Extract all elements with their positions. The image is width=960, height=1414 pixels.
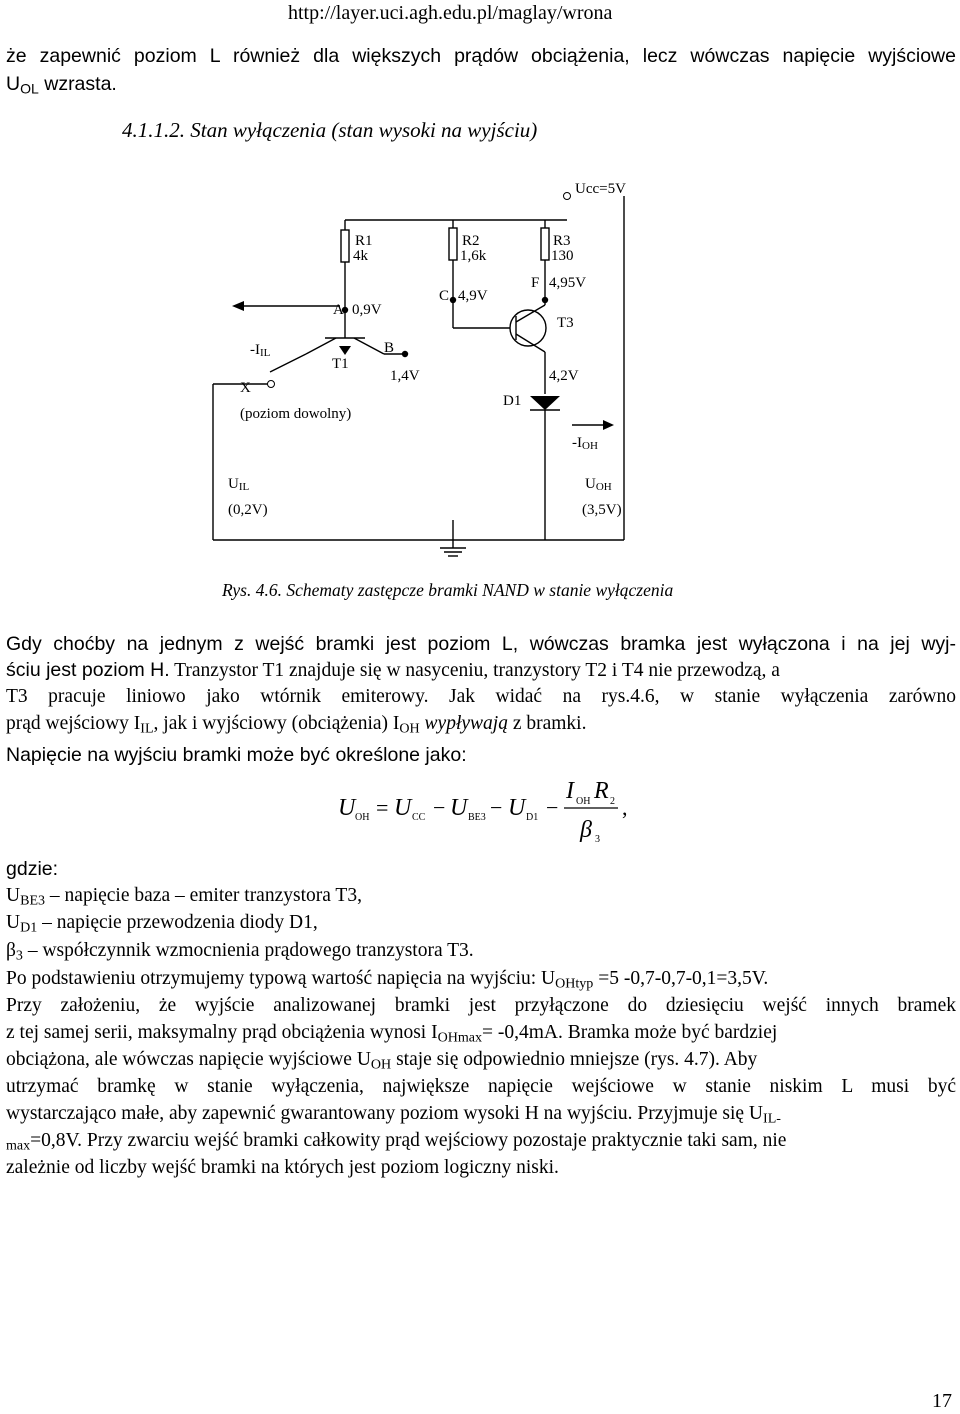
- label-r1-value: 4k: [353, 248, 368, 264]
- svg-text:OH: OH: [355, 812, 370, 823]
- where-beta3: $\beta_3$ – współczynnik wzmocnienia prądowego tranzystora T3.: [6, 940, 474, 964]
- svg-text:β: β: [580, 817, 592, 843]
- para3-line-1: Po podstawieniu otrzymujemy typową wartość napięcia na wyjściu: $U_{OHtyp} =5$ -0,7-0,7-0,1=3,5V.: [6, 968, 769, 992]
- para3-line-8: zależnie od liczby wejść bramki na których jest poziom logiczny niski.: [6, 1157, 559, 1178]
- label-node-c: C: [439, 288, 450, 304]
- label-x: X: [240, 380, 251, 396]
- para1-line-2: ściu jest poziom H. Tranzystor T1 znajduje się w nasyceniu, tranzystory T2 i T4 nie przewodzą, a: [6, 659, 780, 681]
- svg-text:I: I: [566, 778, 574, 804]
- svg-text:2: 2: [610, 796, 615, 807]
- intro-line-1: że zapewnić poziom L również dla większych prądów obciążenia, lecz wówczas napięcie wyjściowe: [6, 45, 956, 67]
- svg-text:U: U: [450, 795, 468, 821]
- where-ud1: $U_{D1}$ – napięcie przewodzenia diody D1,: [6, 912, 318, 936]
- section-heading: 4.1.1.2. Stan wyłączenia (stan wysoki na wyjściu): [122, 118, 538, 142]
- svg-text:−: −: [546, 795, 559, 820]
- para2-line-1: Napięcie na wyjściu bramki może być określone jako:: [6, 744, 467, 766]
- header-url: http://layer.uci.agh.edu.pl/maglay/wrona: [288, 2, 613, 24]
- label-uoh: UOH: [585, 476, 612, 493]
- svg-text:3: 3: [595, 834, 600, 845]
- where-label: gdzie:: [6, 858, 59, 880]
- label-voltage-f: 4,95V: [549, 275, 587, 291]
- svg-text:U: U: [338, 795, 356, 821]
- svg-text:−: −: [433, 795, 446, 820]
- label-uoh-value: (3,5V): [582, 502, 622, 518]
- label-r2: R2: [462, 233, 480, 249]
- intro-line-2: $U_{OL}$ wzrasta.: [6, 73, 117, 97]
- label-r2-value: 1,6k: [460, 248, 487, 264]
- label-t1: T1: [332, 356, 349, 372]
- svg-text:U: U: [508, 795, 526, 821]
- para1-line-1: Gdy choćby na jednym z wejść bramki jest poziom L, wówczas bramka jest wyłączona i na jej wyj-: [6, 633, 956, 655]
- label-voltage-42: 4,2V: [549, 368, 579, 384]
- para3-line-6: wystarczająco małe, aby zapewnić gwarantowany poziom wysoki H na wyjściu. Przyjmuje się $U_{IL-}$: [6, 1103, 781, 1127]
- label-r3: R3: [553, 233, 571, 249]
- para1-line-4: prąd wejściowy $I_{IL}$, jak i wyjściowy (obciążenia) $I_{OH}$ wypływają z bramki.: [6, 713, 587, 737]
- svg-text:R: R: [594, 778, 609, 804]
- para3-line-4: obciążona, ale wówczas napięcie wyjściowe $U_{OH}$ staje się odpowiednio mniejsze (rys. 4.7). Aby: [6, 1049, 758, 1073]
- label-r1: R1: [355, 233, 373, 249]
- label-ucc: Ucc=5V: [575, 181, 626, 197]
- label-voltage-a: 0,9V: [352, 302, 382, 318]
- svg-text:CC: CC: [412, 812, 426, 823]
- label-poziom-dowolny: (poziom dowolny): [240, 406, 352, 422]
- svg-text:=: =: [376, 795, 389, 820]
- svg-text:U: U: [394, 795, 412, 821]
- para1-line-3: T3 pracuje liniowo jako wtórnik emiterowy. Jak widać na rys.4.6, w stanie wyłączenia zarówno: [6, 686, 956, 707]
- circuit-diagram: [0, 160, 960, 580]
- para3-line-5: utrzymać bramkę w stanie wyłączenia, największe napięcie wejściowe w stanie niskim L musi być: [6, 1076, 956, 1097]
- label-voltage-b: 1,4V: [390, 368, 420, 384]
- para3-line-2: Przy założeniu, że wyjście analizowanej bramki jest przyłączone do dziesięciu wejść innych bramek: [6, 995, 956, 1016]
- where-ube3: $U_{BE3}$ – napięcie baza – emiter tranzystora T3,: [6, 885, 362, 909]
- svg-text:BE3: BE3: [468, 812, 486, 823]
- label-uil: UIL: [228, 476, 250, 493]
- label-uil-value: (0,2V): [228, 502, 268, 518]
- formula: [300, 770, 660, 850]
- svg-text:−: −: [490, 795, 503, 820]
- label-t3: T3: [557, 315, 574, 331]
- label-node-f: F: [531, 275, 540, 291]
- label-voltage-c: 4,9V: [458, 288, 488, 304]
- label-r3-value: 130: [551, 248, 574, 264]
- label-input-current: -IIL: [250, 342, 271, 359]
- label-output-current: -IOH: [572, 435, 598, 452]
- para3-line-3: z tej samej serii, maksymalny prąd obciążenia wynosi $I_{OHmax}= -0,4mA$. Bramka może być bardziej: [6, 1022, 778, 1046]
- svg-text:D1: D1: [526, 812, 539, 823]
- label-node-b: B: [384, 340, 395, 356]
- figure-caption: Rys. 4.6. Schematy zastępcze bramki NAND w stanie wyłączenia: [222, 580, 674, 600]
- page-number: 17: [932, 1390, 952, 1412]
- svg-text:OH: OH: [576, 796, 591, 807]
- label-d1: D1: [503, 393, 522, 409]
- label-node-a: A: [333, 302, 344, 318]
- para3-line-7: $_{max}$=0,8V. Przy zwarciu wejść bramki całkowity prąd wejściowy pozostaje praktycznie taki sam, nie: [6, 1130, 787, 1154]
- svg-text:,: ,: [622, 795, 628, 820]
